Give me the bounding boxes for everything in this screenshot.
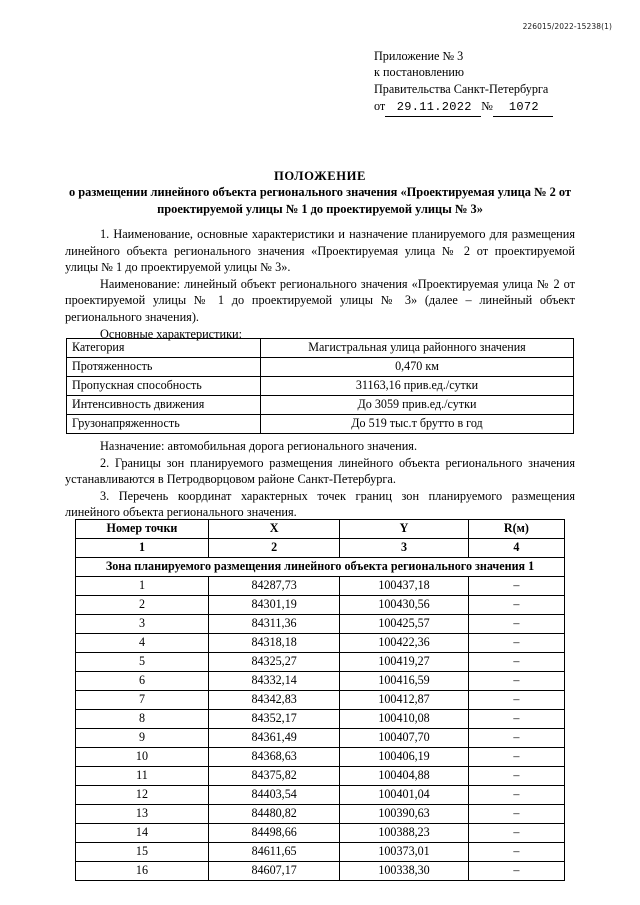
approval-line-resolution: к постановлению — [374, 65, 465, 80]
cell-point-number: 5 — [76, 653, 209, 672]
approval-line-appendix: Приложение № 3 — [374, 49, 464, 63]
cell-y: 100412,87 — [340, 691, 468, 710]
table-row — [76, 615, 565, 634]
cell-x: 84361,49 — [208, 729, 339, 748]
cell-point-number: 7 — [76, 691, 209, 710]
cell-y: 100388,23 — [340, 824, 468, 843]
cell-y: 100410,08 — [340, 710, 468, 729]
coordinates-table-head — [76, 520, 565, 558]
cell-x: 84342,83 — [208, 691, 339, 710]
cell-y: 100430,56 — [340, 596, 468, 615]
page-title-main: ПОЛОЖЕНИЕ — [273, 169, 367, 183]
coordinates-table — [75, 519, 565, 881]
table-row — [76, 843, 565, 862]
paragraph-5: 2. Границы зон планируемого размещения линейного объекта регионального значения устанавливаются в Петродворцовом районе Санкт-Петербурга. — [65, 455, 575, 487]
cell-radius: – — [468, 596, 564, 615]
characteristic-name: Интенсивность движения — [67, 396, 261, 415]
cell-y: 100404,88 — [340, 767, 468, 786]
cell-x: 84607,17 — [208, 862, 339, 881]
paragraph-2: Наименование: линейный объект регионального значения «Проектируемая улица № 2 от проектируемой улицы № 1 до проектируемой улицы № 3» (далее – линейный объект регионального значения). — [65, 276, 575, 324]
cell-point-number: 14 — [76, 824, 209, 843]
table-row — [67, 415, 574, 434]
characteristics-table — [66, 338, 574, 434]
page-title — [65, 168, 575, 184]
cell-point-number: 9 — [76, 729, 209, 748]
body-section-two — [65, 438, 575, 521]
cell-y: 100390,63 — [340, 805, 468, 824]
table-row — [67, 339, 574, 358]
cell-point-number: 4 — [76, 634, 209, 653]
characteristics-table-body — [67, 339, 574, 434]
page-subtitle-line-2: № 2 от проектируемой улицы № 1 до проектируемой улицы № 3» — [157, 185, 572, 216]
cell-point-number: 12 — [76, 786, 209, 805]
table-row — [67, 377, 574, 396]
cell-radius: – — [468, 653, 564, 672]
cell-y: 100437,18 — [340, 577, 468, 596]
cell-point-number: 6 — [76, 672, 209, 691]
table-section-title: Зона планируемого размещения линейного объекта регионального значения 1 — [76, 558, 565, 577]
cell-point-number: 1 — [76, 577, 209, 596]
column-number: 4 — [468, 539, 564, 558]
approval-date-row — [374, 98, 553, 117]
cell-point-number: 3 — [76, 615, 209, 634]
cell-y: 100419,27 — [340, 653, 468, 672]
paragraph-4: Назначение: автомобильная дорога регионального значения. — [100, 439, 418, 453]
table-row — [76, 767, 565, 786]
table-row — [76, 653, 565, 672]
cell-radius: – — [468, 729, 564, 748]
cell-x: 84301,19 — [208, 596, 339, 615]
body-section-one — [65, 226, 575, 342]
characteristic-name: Грузонапряженность — [67, 415, 261, 434]
cell-radius: – — [468, 710, 564, 729]
cell-radius: – — [468, 843, 564, 862]
cell-y: 100406,19 — [340, 748, 468, 767]
characteristic-value: 31163,16 прив.ед./сутки — [261, 377, 574, 396]
cell-radius: – — [468, 672, 564, 691]
cell-point-number: 10 — [76, 748, 209, 767]
table-column-number-row — [76, 539, 565, 558]
table-row — [76, 710, 565, 729]
table-row — [76, 634, 565, 653]
characteristic-value: До 519 тыс.т брутто в год — [261, 415, 574, 434]
table-row — [76, 862, 565, 881]
characteristic-name: Пропускная способность — [67, 377, 261, 396]
header-y: Y — [340, 520, 468, 539]
table-section-row — [76, 558, 565, 577]
header-radius: R(м) — [468, 520, 564, 539]
cell-y: 100407,70 — [340, 729, 468, 748]
table-row — [76, 672, 565, 691]
paragraph-1: 1. Наименование, основные характеристики и назначение планируемого для размещения линейного объекта регионального значения «Проектируемая улица № 2 от проектируемой улицы № 1 до проектируемой улицы № 3». — [65, 227, 575, 275]
cell-radius: – — [468, 767, 564, 786]
cell-point-number: 13 — [76, 805, 209, 824]
cell-x: 84375,82 — [208, 767, 339, 786]
cell-x: 84325,27 — [208, 653, 339, 672]
cell-x: 84318,18 — [208, 634, 339, 653]
cell-x: 84332,14 — [208, 672, 339, 691]
cell-radius: – — [468, 786, 564, 805]
table-row — [67, 358, 574, 377]
cell-point-number: 11 — [76, 767, 209, 786]
table-row — [76, 824, 565, 843]
column-number: 1 — [76, 539, 209, 558]
date-label: от — [374, 98, 386, 113]
cell-point-number: 8 — [76, 710, 209, 729]
resolution-date-value: 29.11.2022 — [385, 99, 481, 117]
characteristic-value: До 3059 прив.ед./сутки — [261, 396, 574, 415]
table-row — [67, 396, 574, 415]
column-number: 3 — [340, 539, 468, 558]
column-number: 2 — [208, 539, 339, 558]
characteristic-name: Протяженность — [67, 358, 261, 377]
cell-x: 84352,17 — [208, 710, 339, 729]
cell-y: 100422,36 — [340, 634, 468, 653]
characteristic-name: Категория — [67, 339, 261, 358]
characteristic-value: 0,470 км — [261, 358, 574, 377]
table-row — [76, 596, 565, 615]
characteristic-value: Магистральная улица районного значения — [261, 339, 574, 358]
cell-point-number: 15 — [76, 843, 209, 862]
approval-block — [374, 48, 553, 117]
paragraph-6: 3. Перечень координат характерных точек границ зон планируемого размещения линейного объекта регионального значения. — [65, 488, 575, 520]
cell-x: 84498,66 — [208, 824, 339, 843]
cell-x: 84368,63 — [208, 748, 339, 767]
cell-y: 100338,30 — [340, 862, 468, 881]
cell-radius: – — [468, 577, 564, 596]
cell-x: 84611,65 — [208, 843, 339, 862]
cell-radius: – — [468, 748, 564, 767]
table-row — [76, 691, 565, 710]
cell-y: 100401,04 — [340, 786, 468, 805]
cell-radius: – — [468, 615, 564, 634]
resolution-number-value: 1072 — [493, 99, 553, 117]
cell-point-number: 2 — [76, 596, 209, 615]
cell-radius: – — [468, 691, 564, 710]
page-subtitle-line-1: о размещении линейного объекта регионального значения «Проектируемая улица — [68, 185, 531, 199]
cell-radius: – — [468, 862, 564, 881]
paragraph-3: Основные характеристики: — [100, 326, 243, 341]
table-row — [76, 729, 565, 748]
table-row — [76, 786, 565, 805]
registry-stamp: 226015/2022-15238(1) — [522, 22, 612, 31]
coordinates-table-body — [76, 558, 565, 881]
number-label: № — [481, 98, 493, 113]
cell-radius: – — [468, 824, 564, 843]
cell-point-number: 16 — [76, 862, 209, 881]
cell-radius: – — [468, 805, 564, 824]
cell-y: 100416,59 — [340, 672, 468, 691]
header-x: X — [208, 520, 339, 539]
cell-x: 84287,73 — [208, 577, 339, 596]
cell-x: 84403,54 — [208, 786, 339, 805]
cell-y: 100373,01 — [340, 843, 468, 862]
cell-x: 84311,36 — [208, 615, 339, 634]
cell-y: 100425,57 — [340, 615, 468, 634]
table-header-row — [76, 520, 565, 539]
approval-line-government: Правительства Санкт-Петербурга — [374, 81, 549, 96]
cell-x: 84480,82 — [208, 805, 339, 824]
header-point-number: Номер точки — [76, 520, 209, 539]
page-subtitle — [60, 184, 580, 217]
table-row — [76, 577, 565, 596]
table-row — [76, 748, 565, 767]
cell-radius: – — [468, 634, 564, 653]
table-row — [76, 805, 565, 824]
